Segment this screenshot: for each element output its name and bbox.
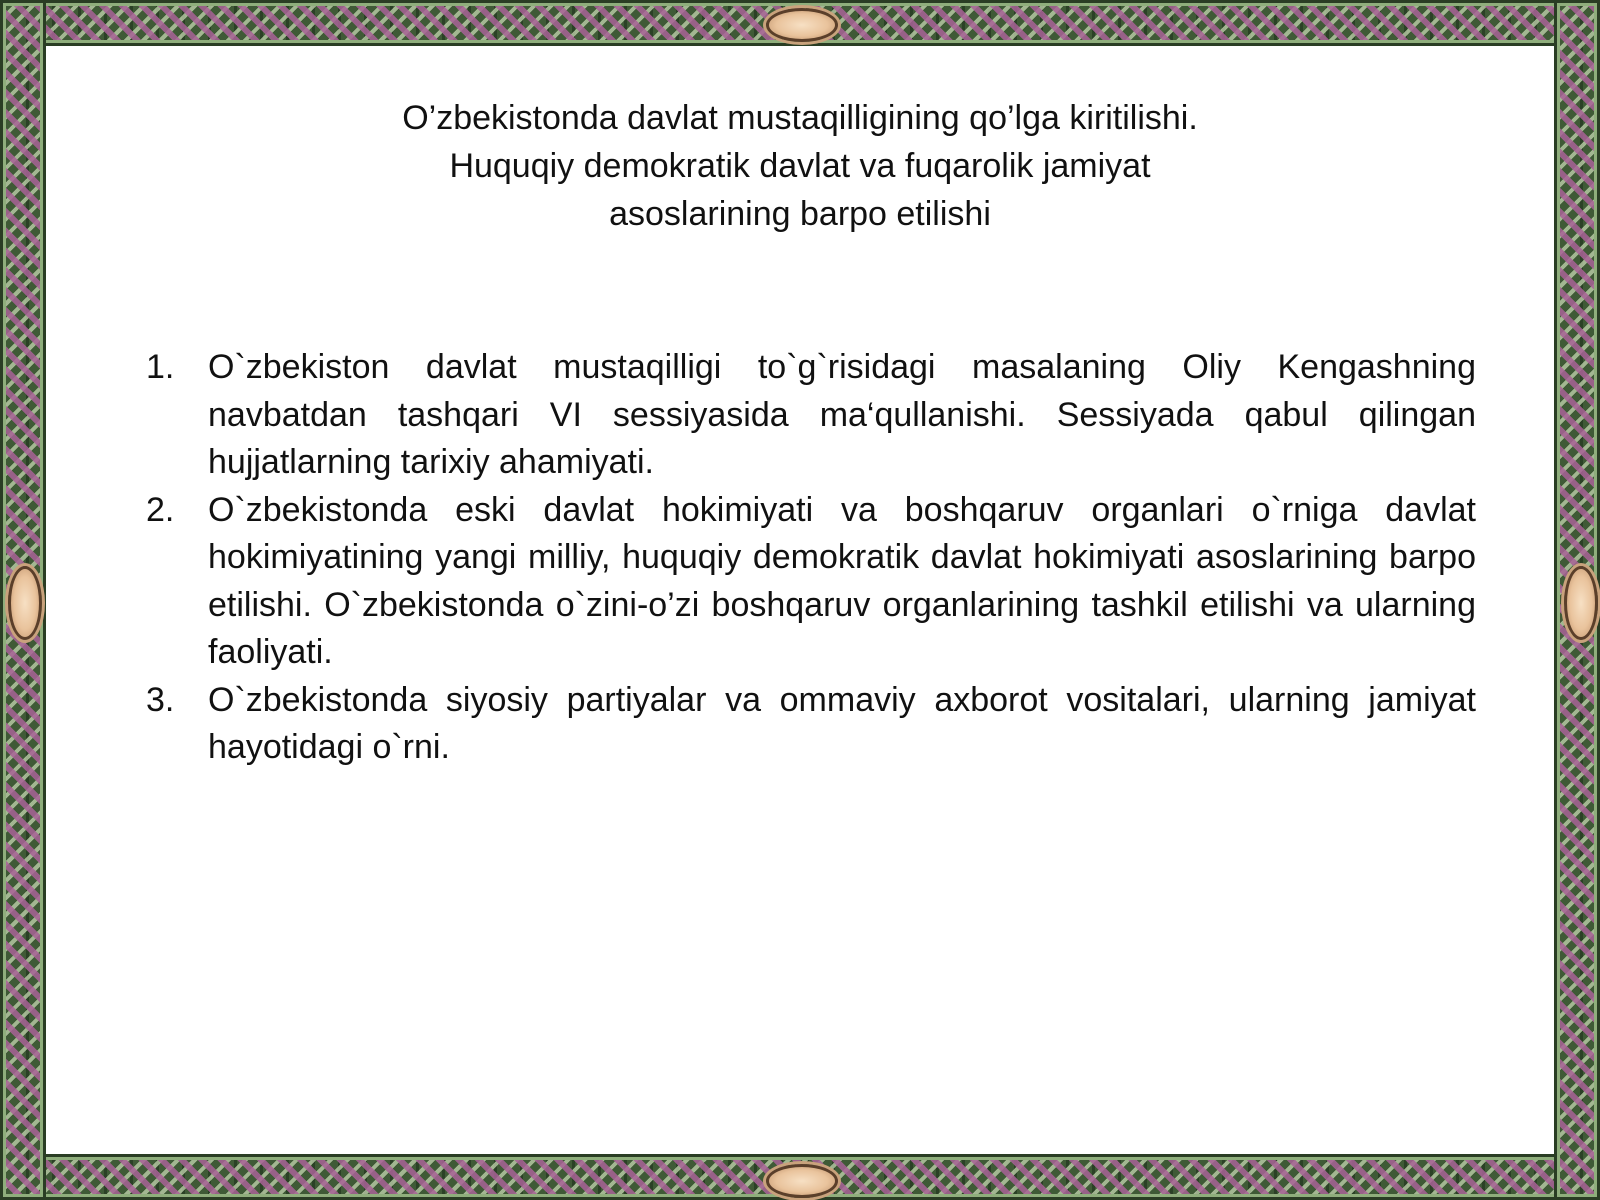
topic-number: 3. bbox=[146, 680, 175, 719]
topic-item bbox=[146, 677, 1476, 772]
topic-item bbox=[146, 487, 1476, 677]
topic-text: O`zbekistonda eski davlat hokimiyati va boshqaruv organlari o`rniga davlat hokimiyatining yangi milliy, huquqiy demokratik davlat hokimiyati asoslarining barpo etilishi. O`zbekistonda o`zini-o’zi boshqaruv organlarining tashkil etilishi va ularning faoliyati. bbox=[208, 490, 1476, 671]
slide-title bbox=[150, 94, 1450, 238]
topic-text: O`zbekistonda siyosiy partiyalar va ommaviy axborot vositalari, ularning jamiyat hayotidagi o`rni. bbox=[208, 680, 1476, 766]
topic-text: O`zbekiston davlat mustaqilligi to`g`risidagi masalaning Oliy Kengashning navbatdan tashqari VI sessiyasida ma‘qullanishi. Sessiyada qabul qilingan hujjatlarning tarixiy ahamiyati. bbox=[208, 348, 1476, 481]
slide-title-line: asoslarining barpo etilishi bbox=[609, 195, 991, 233]
medallion-ornament-bottom bbox=[766, 1164, 838, 1198]
topic-list bbox=[146, 344, 1476, 772]
medallion-ornament-left bbox=[8, 566, 42, 640]
medallion-ornament-top bbox=[766, 8, 838, 42]
slide-title-line: Huquqiy demokratik davlat va fuqarolik jamiyat bbox=[449, 147, 1151, 185]
medallion-ornament-right bbox=[1564, 566, 1598, 640]
slide-title-line: O’zbekistonda davlat mustaqilligining qo’lga kiritilishi. bbox=[402, 99, 1198, 137]
topic-number: 1. bbox=[146, 348, 175, 386]
topic-number: 2. bbox=[146, 490, 175, 529]
topic-item bbox=[146, 344, 1476, 487]
